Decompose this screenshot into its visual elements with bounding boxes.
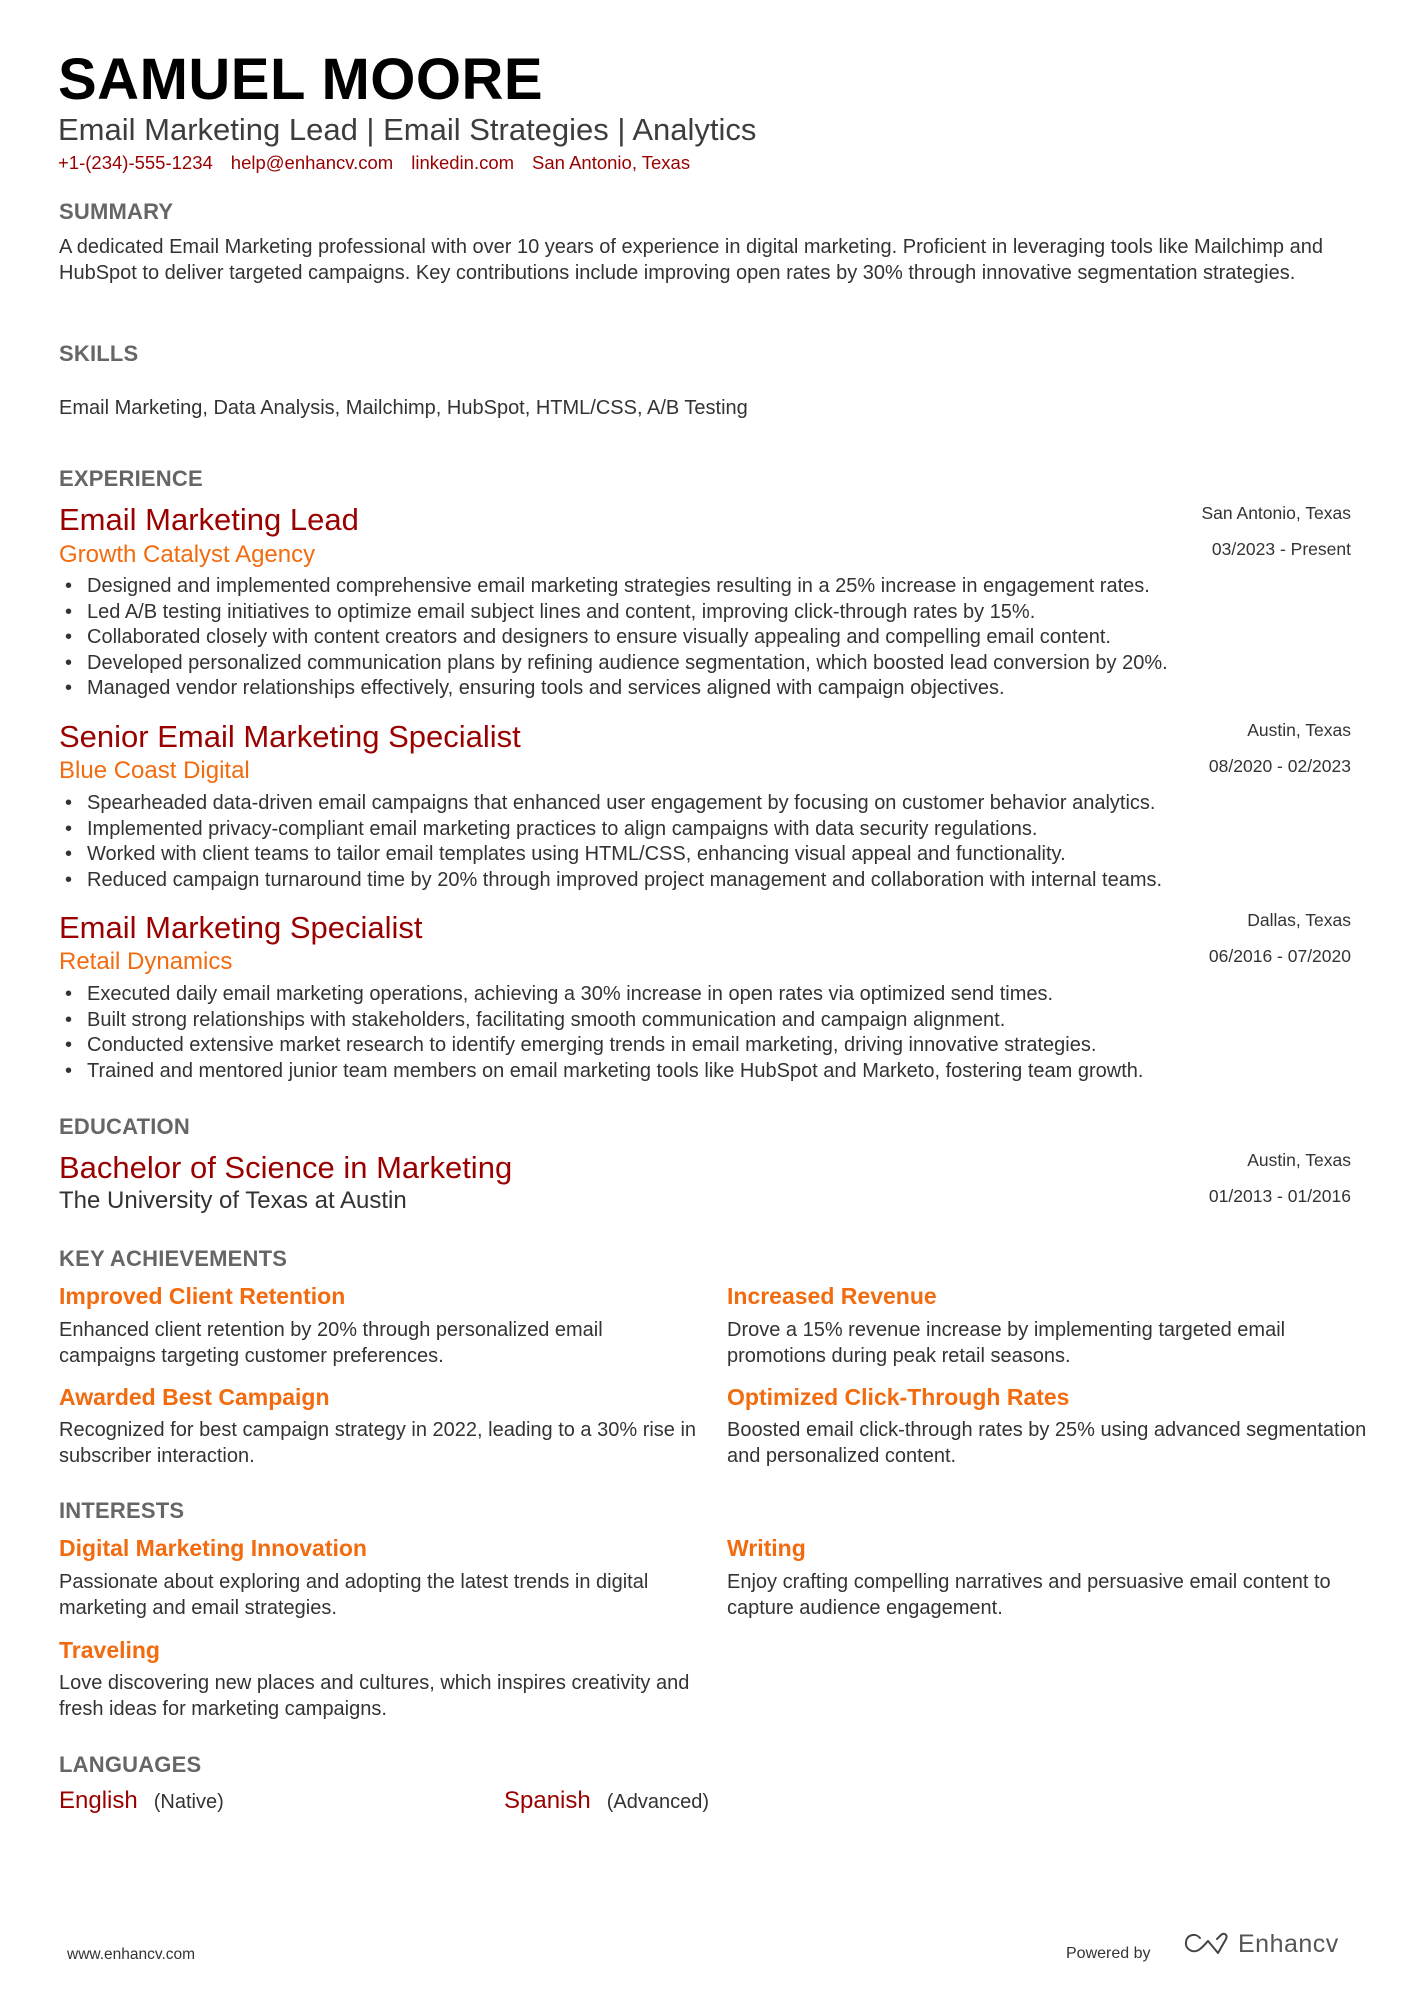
achievements-heading: KEY ACHIEVEMENTS [59,1246,288,1271]
linkedin-link[interactable]: linkedin.com [411,152,515,173]
interest-desc: Passionate about exploring and adopting the latest trends in digital marketing and email strategies. [59,1571,649,1619]
bullet-item: • Executed daily email marketing operations, achieving a 30% increase in open rates via optimized send times. [59,982,1143,1008]
achievement-desc: Drove a 15% revenue increase by implementing targeted email promotions during peak retail seasons. [727,1319,1286,1367]
achievement-desc: Recognized for best campaign strategy in 2022, leading to a 30% rise in subscriber interaction. [59,1419,697,1467]
languages-heading: LANGUAGES [59,1752,202,1777]
education-heading: EDUCATION [59,1114,190,1139]
job-bullets [59,982,1143,1084]
language-item [504,1787,709,1816]
language-level: (Advanced) [606,1791,710,1813]
bullet-item: • Reduced campaign turnaround time by 20% through improved project management and collaboration with internal teams. [59,868,1162,894]
company-name: Blue Coast Digital [59,757,250,784]
language-level: (Native) [153,1791,224,1813]
bullet-item: • Led A/B testing initiatives to optimize email subject lines and content, improving click-through rates by 15%. [59,600,1168,626]
job-location: Austin, Texas [1247,720,1351,740]
footer-website-link[interactable]: www.enhancv.com [67,1946,196,1963]
bullet-item: • Collaborated closely with content creators and designers to ensure visually appealing and compelling email content. [59,625,1168,651]
job-title: Email Marketing Specialist [59,910,423,945]
school-name: The University of Texas at Austin [59,1187,407,1214]
job-bullets [59,791,1162,893]
bullet-item: • Developed personalized communication plans by refining audience segmentation, which boosted lead conversion by 20%. [59,651,1168,677]
company-name: Retail Dynamics [59,948,233,975]
bullet-item: • Worked with client teams to tailor email templates using HTML/CSS, enhancing visual appeal and functionality. [59,842,1162,868]
job-location: Dallas, Texas [1247,910,1351,930]
enhancv-logo-icon [1184,1931,1230,1957]
bullet-item: • Built strong relationships with stakeholders, facilitating smooth communication and campaign alignment. [59,1008,1143,1034]
bullet-item: • Designed and implemented comprehensive email marketing strategies resulting in a 25% increase in engagement rates. [59,574,1168,600]
bullet-item: • Managed vendor relationships effectively, ensuring tools and services aligned with campaign objectives. [59,676,1168,702]
skills-text: Email Marketing, Data Analysis, Mailchimp, HubSpot, HTML/CSS, A/B Testing [59,397,748,419]
job-dates: 03/2023 - Present [1211,539,1351,559]
degree-title: Bachelor of Science in Marketing [59,1150,513,1185]
job-title: Email Marketing Lead [59,502,359,537]
interests-heading: INTERESTS [59,1498,185,1523]
language-name: Spanish [504,1787,591,1814]
achievement-title: Awarded Best Campaign [59,1384,330,1410]
powered-by-label: Powered by [1066,1945,1151,1962]
achievement-title: Increased Revenue [727,1283,937,1309]
achievement-desc: Boosted email click-through rates by 25% using advanced segmentation and personalized content. [727,1419,1367,1467]
location-text: San Antonio, Texas [532,152,691,173]
job-dates: 06/2016 - 07/2020 [1208,946,1351,966]
bullet-item: • Trained and mentored junior team members on email marketing tools like HubSpot and Marketo, fostering team growth. [59,1059,1143,1085]
job-dates: 08/2020 - 02/2023 [1208,756,1351,776]
achievement-title: Optimized Click-Through Rates [727,1384,1070,1410]
enhancv-brand-text[interactable]: Enhancv [1238,1930,1339,1958]
contact-bar [58,151,690,175]
interest-title: Digital Marketing Innovation [59,1535,367,1561]
interest-desc: Enjoy crafting compelling narratives and persuasive email content to capture audience engagement. [727,1571,1331,1619]
achievement-title: Improved Client Retention [59,1283,346,1309]
interest-title: Traveling [59,1637,160,1663]
bullet-item: • Spearheaded data-driven email campaigns that enhanced user engagement by focusing on customer behavior analytics. [59,791,1162,817]
achievement-desc: Enhanced client retention by 20% through personalized email campaigns targeting customer preferences. [59,1319,603,1367]
summary-text: A dedicated Email Marketing professional with over 10 years of experience in digital marketing. Proficient in leveraging tools like Mailchimp and HubSpot to deliver targeted campaigns. Key contributions include improving open rates by 30% through innovative segmentation strategies. [59,236,1323,284]
language-name: English [59,1787,138,1814]
candidate-name: SAMUEL MOORE [58,47,544,112]
job-title: Senior Email Marketing Specialist [59,719,521,754]
skills-heading: SKILLS [59,341,139,366]
summary-heading: SUMMARY [59,199,174,224]
education-location: Austin, Texas [1247,1150,1351,1170]
phone-link[interactable]: +1-(234)-555-1234 [58,152,213,173]
job-bullets [59,574,1168,702]
interest-title: Writing [727,1535,806,1561]
company-name: Growth Catalyst Agency [59,541,316,568]
bullet-item: • Implemented privacy-compliant email marketing practices to align campaigns with data security regulations. [59,817,1162,843]
language-item [59,1787,224,1816]
interest-desc: Love discovering new places and cultures, which inspires creativity and fresh ideas for marketing campaigns. [59,1672,690,1720]
experience-heading: EXPERIENCE [59,466,203,491]
email-link[interactable]: help@enhancv.com [230,152,394,173]
job-location: San Antonio, Texas [1201,503,1351,523]
candidate-headline: Email Marketing Lead | Email Strategies | Analytics [58,112,757,147]
education-dates: 01/2013 - 01/2016 [1208,1186,1351,1206]
bullet-item: • Conducted extensive market research to identify emerging trends in email marketing, driving innovative strategies. [59,1033,1143,1059]
